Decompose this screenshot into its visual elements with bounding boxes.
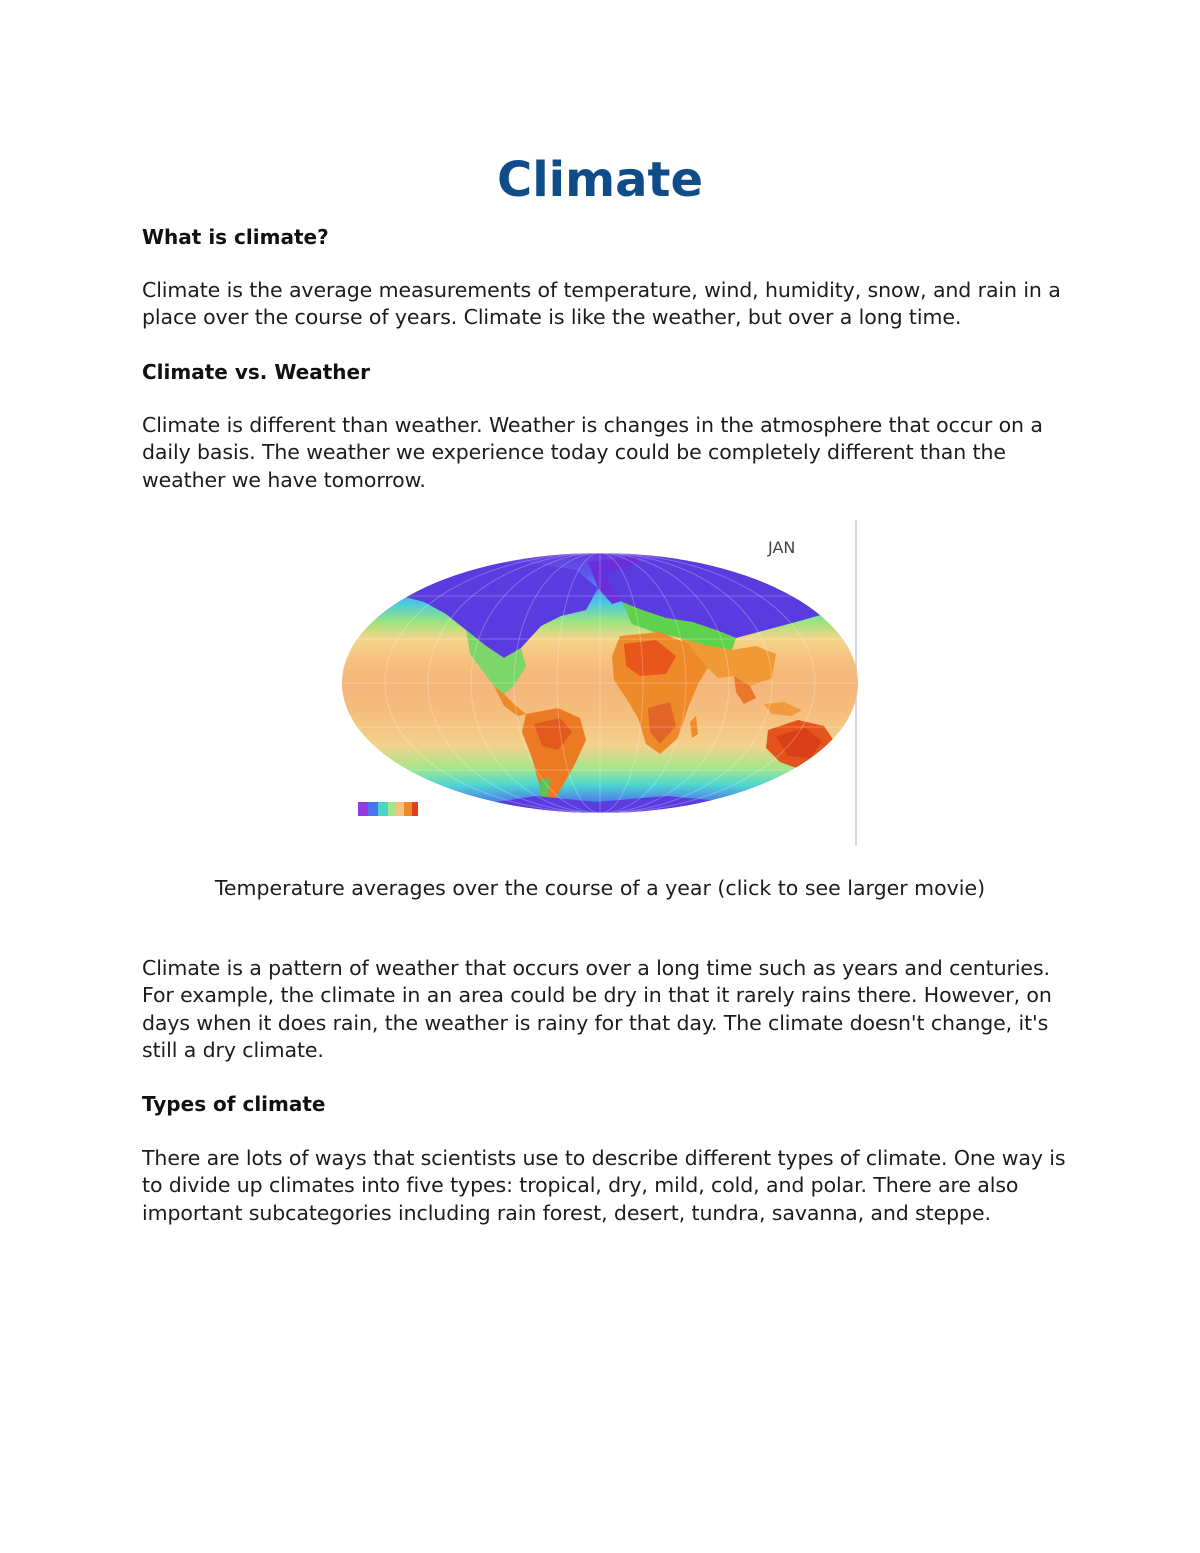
heading-types-of-climate: Types of climate xyxy=(142,1092,326,1116)
paragraph-climate-pattern: Climate is a pattern of weather that occurs over a long time such as years and centuries. For example, the climate in an area could be dry in that it rarely rains there. However, on days when it does rain, the weather is rainy for that day. The climate doesn't change, it's still a dry climate. xyxy=(142,956,1052,1063)
paragraph-what-is-climate: Climate is the average measurements of temperature, wind, humidity, snow, and rain in a place over the course of years. Climate is like the weather, but over a long time. xyxy=(142,278,1061,330)
paragraph-types-of-climate: There are lots of ways that scientists use to describe different types of climate. One way is to divide up climates into five types: tropical, dry, mild, cold, and polar. There are also important subcategories including rain forest, desert, tundra, savanna, and steppe. xyxy=(142,1146,1066,1225)
world-temperature-map[interactable] xyxy=(336,518,864,848)
map-month-label: JAN xyxy=(768,538,796,557)
figure-caption[interactable]: Temperature averages over the course of a year (click to see larger movie) xyxy=(214,876,986,900)
page-title: Climate xyxy=(496,152,704,208)
heading-climate-vs-weather: Climate vs. Weather xyxy=(142,360,370,384)
paragraph-climate-vs-weather: Climate is different than weather. Weather is changes in the atmosphere that occur on a daily basis. The weather we experience today could be completely different than the weather we have tomorrow. xyxy=(142,413,1043,492)
temperature-legend xyxy=(358,802,418,816)
temperature-map-figure[interactable] xyxy=(336,518,864,848)
heading-what-is-climate: What is climate? xyxy=(142,225,329,249)
